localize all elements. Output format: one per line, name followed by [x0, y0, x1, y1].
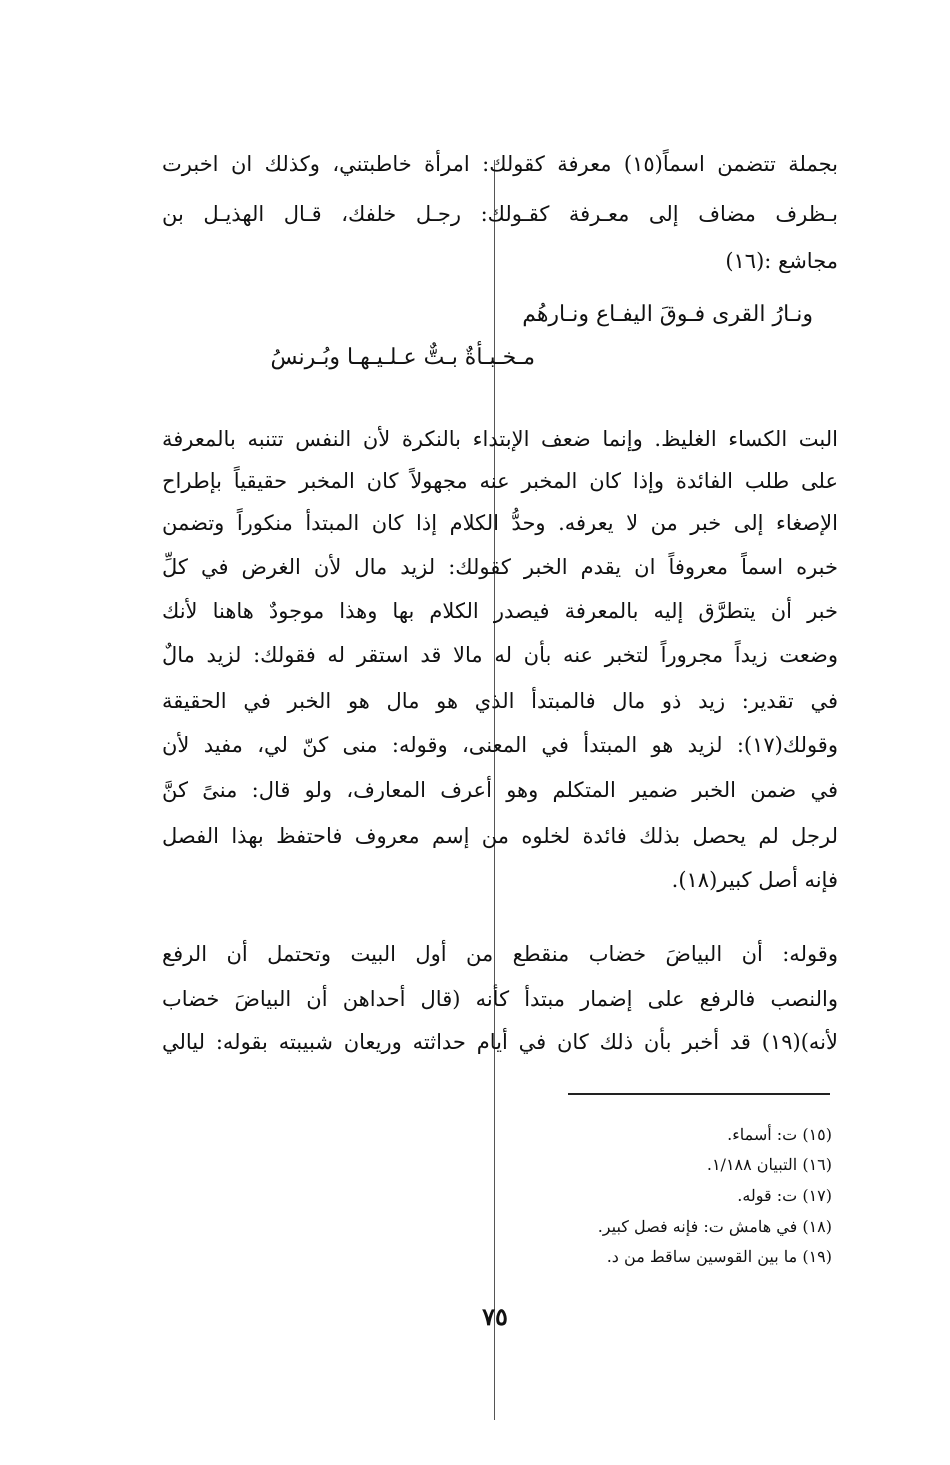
- page-number: ٧٥: [482, 1302, 508, 1331]
- paragraph-1-line-3: مجاشع :(١٦): [725, 249, 838, 273]
- paragraph-2-line-4: خبره اسماً معروفاً ان يقدم الخبر كقولك: لزيد مال لأن الغرض في كلِّ: [162, 555, 838, 579]
- paragraph-2-line-9: في ضمن الخبر ضمير المتكلم وهو أعرف المعارف، ولو قال: منىً كنَّ: [162, 778, 838, 802]
- footnote-19: (١٩) ما بين القوسين ساقط من د.: [606, 1247, 832, 1266]
- footnote-separator: [568, 1093, 830, 1095]
- footnote-18: (١٨) في هامش ت: فإنه فصل كبير.: [597, 1217, 832, 1236]
- paragraph-2-line-7: في تقدير: زيد ذو مال فالمبتدأ الذي هو مال هو الخبر في الحقيقة: [162, 689, 838, 713]
- paragraph-2-line-10: لرجل لم يحصل بذلك فائدة لخلوه من إسم معروف فاحتفظ بهذا الفصل: [162, 824, 838, 848]
- paragraph-1-line-1: بجملة تتضمن اسماً(١٥) معرفة كقولك: امرأة خاطبتني، وكذلك ان اخبرت: [162, 152, 838, 176]
- paragraph-2-line-5: خبر أن يتطرَّق إليه بالمعرفة فيصدر الكلام بها وهذا موجودٌ هاهنا لأنك: [162, 599, 838, 623]
- paragraph-1-line-2: بـظرف مضاف إلى معـرفة كقـولك: رجـل خلفك، قـال الهذيـل بن: [162, 202, 838, 226]
- paragraph-3-line-2: والنصب فالرفع على إضمار مبتدأ كأنه (قال أحداهن أن البياضَ خضاب: [162, 987, 838, 1011]
- footnote-16: (١٦) التبيان ١/١٨٨.: [706, 1155, 832, 1174]
- paragraph-2-line-3: الإصغاء إلى خبر من لا يعرفه. وحدُّ الكلام إذا كان المبتدأ منكوراً وتضمن: [162, 511, 838, 535]
- paragraph-2-line-6: وضعت زيداً مجروراً لتخبر عنه بأن له مالا قد استقر له فقولك: لزيد مالٌ: [162, 643, 838, 667]
- paragraph-2-line-11: فإنه أصل كبير(١٨).: [671, 868, 838, 892]
- footnote-17: (١٧) ت: قوله.: [737, 1186, 832, 1205]
- verse-line-2: مـخـبـأةٌ بـتٌّ عـلـيـهـا وبُـرنسُ: [270, 345, 535, 370]
- paragraph-2-line-2: على طلب الفائدة وإذا كان المخبر عنه مجهولاً كان المخبر حقيقياً بإطراح: [162, 469, 838, 493]
- paragraph-2-line-1: البت الكساء الغليظ. وإنما ضعف الإبتداء بالنكرة لأن النفس تتنبه بالمعرفة: [162, 427, 838, 451]
- verse-line-1: ونـارُ القرى فـوقَ اليفـاع ونـارهُم: [522, 302, 813, 327]
- paragraph-3-line-3: لأنه)(١٩) قد أخبر بأن ذلك كان في أيام حداثته وريعان شبيبته بقوله: ليالي: [162, 1030, 838, 1054]
- footnote-15: (١٥) ت: أسماء.: [727, 1125, 832, 1144]
- paragraph-3-line-1: وقوله: أن البياضَ خضاب منقطع من أول البيت وتحتمل أن الرفع: [162, 942, 838, 966]
- paragraph-2-line-8: وقولك(١٧): لزيد هو المبتدأ في المعنى، وقوله: منى كنّ لي، مفيد لأن: [162, 733, 838, 757]
